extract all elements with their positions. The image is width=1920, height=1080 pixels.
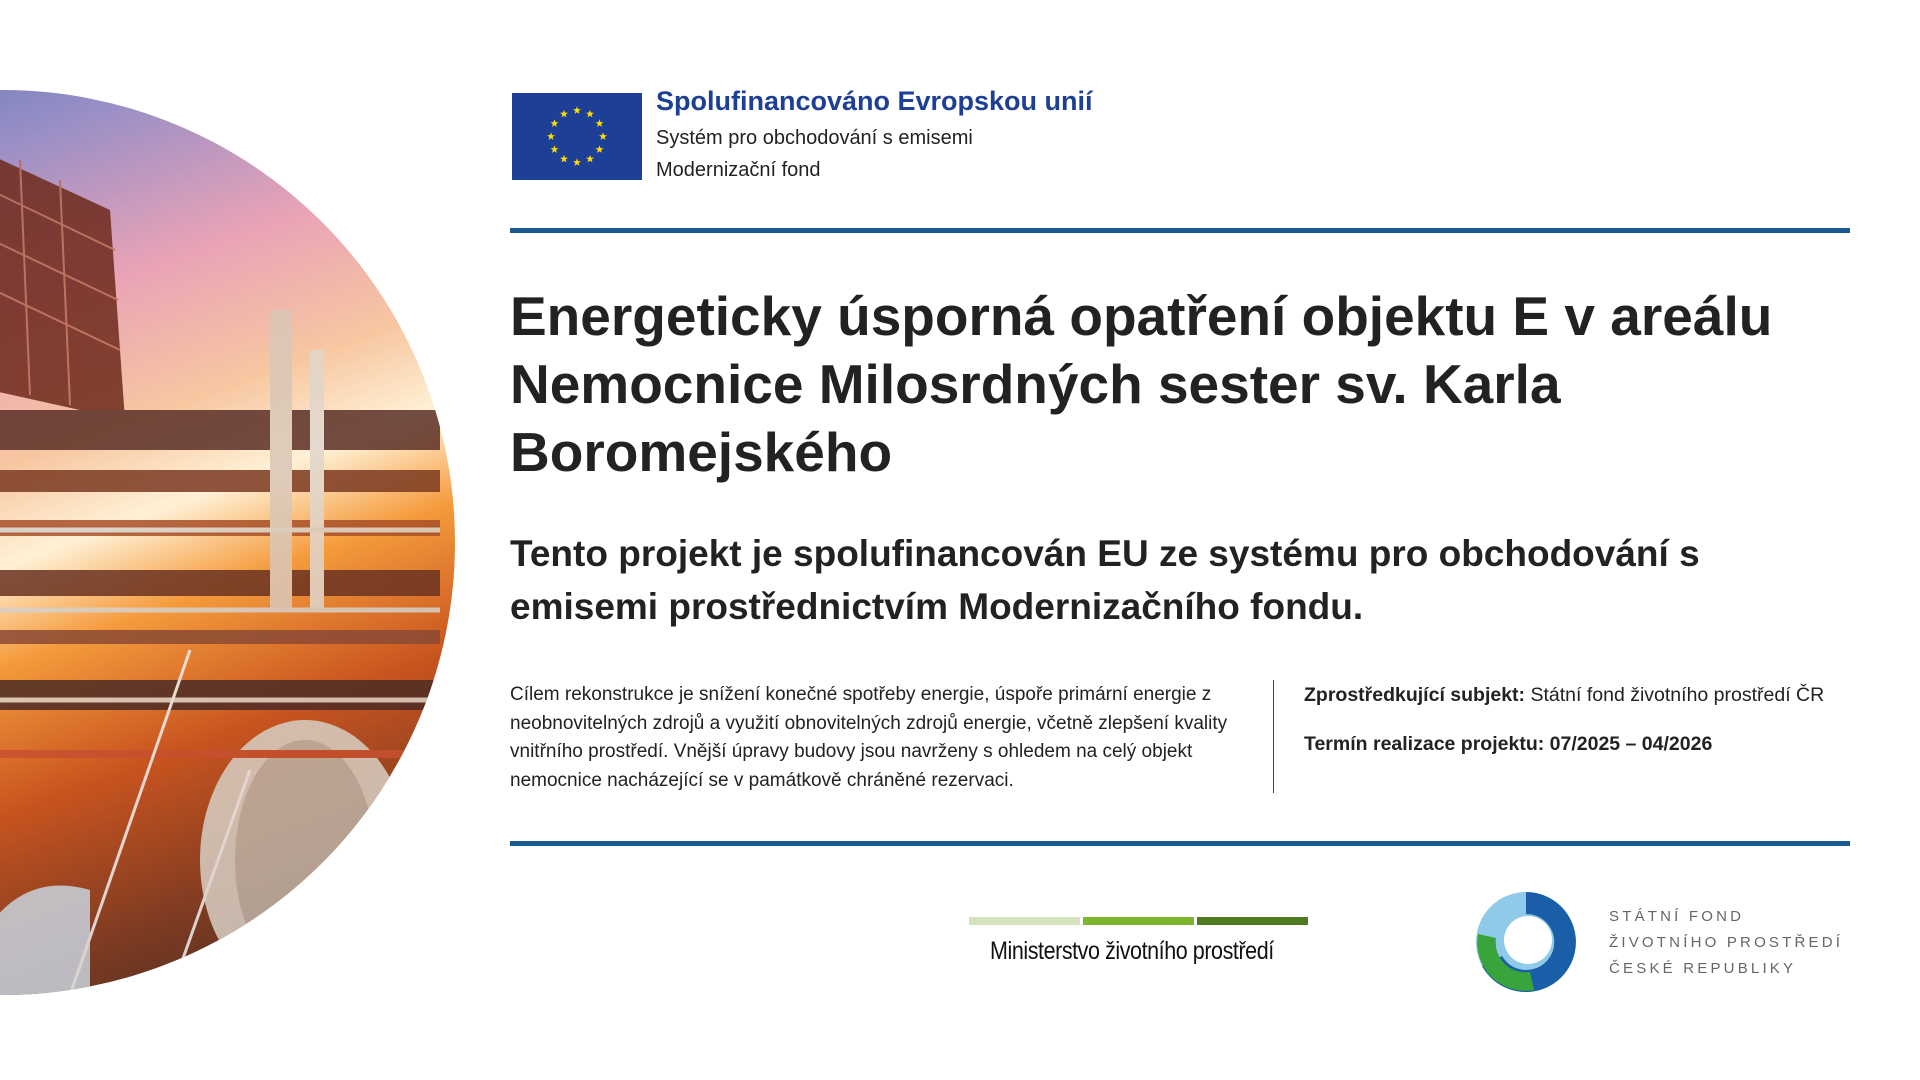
- eu-program-line: Systém pro obchodování s emisemi: [656, 127, 973, 149]
- eu-star-icon: [586, 110, 594, 118]
- term-value: 07/2025 – 04/2026: [1549, 733, 1713, 755]
- eu-star-icon: [550, 145, 558, 153]
- intermediary-info: [1304, 684, 1824, 707]
- bottom-divider: [510, 841, 1850, 846]
- term-info: [1304, 733, 1712, 756]
- eu-star-icon: [560, 155, 568, 163]
- project-description: Cílem rekonstrukce je snížení konečné spotřeby energie, úspoře primární energie z neobnovitelných zdrojů a využití obnovitelných zdrojů energie, včetně zlepšení kvality vnitřního prostředí. Vnější úpravy budovy jsou navrženy s ohledem na celý objekt nemocnice nacházející se v památkově chráněné rezervaci.: [510, 684, 1228, 791]
- ministry-logo-name: Ministerstvo životního prostředí: [990, 937, 1274, 965]
- eu-star-icon: [596, 119, 604, 127]
- eu-star-icon: [599, 132, 607, 140]
- eu-cofinance-title: Spolufinancováno Evropskou unií: [656, 86, 1093, 116]
- eu-fund-line: Modernizační fond: [656, 159, 821, 181]
- eu-star-icon: [596, 145, 604, 153]
- eu-star-icon: [573, 106, 581, 114]
- sfzp-line2: ŽIVOTNÍHO PROSTŘEDÍ: [1609, 934, 1844, 951]
- term-label: Termín realizace projektu:: [1304, 733, 1545, 755]
- intermediary-label: Zprostředkující subjekt:: [1304, 684, 1526, 706]
- ministry-logo-bar-dark: [1197, 917, 1308, 925]
- ministry-logo-bar-light: [969, 917, 1080, 925]
- project-subtitle: Tento projekt je spolufinancován EU ze systému pro obchodování s emisemi prostřednictvím Modernizačního fondu.: [510, 533, 1700, 627]
- project-title: Energeticky úsporná opatření objektu E v areálu Nemocnice Milosrdných sester sv. Karla Boromejského: [510, 285, 1773, 483]
- sfzp-line1: STÁTNÍ FOND: [1609, 908, 1745, 925]
- eu-star-icon: [586, 155, 594, 163]
- vertical-divider: [1273, 680, 1274, 793]
- eu-star-icon: [573, 158, 581, 166]
- eu-star-icon: [550, 119, 558, 127]
- eu-star-icon: [547, 132, 555, 140]
- eu-star-icon: [560, 110, 568, 118]
- top-divider: [510, 228, 1850, 233]
- intermediary-value: Státní fond životního prostředí ČR: [1530, 684, 1825, 706]
- industrial-plant-photo: [0, 90, 455, 995]
- ministry-logo-bar-mid: [1083, 917, 1194, 925]
- sfzp-line3: ČESKÉ REPUBLIKY: [1609, 960, 1797, 977]
- sfzp-swirl-icon: [1474, 890, 1578, 994]
- eu-flag-logo: [512, 93, 642, 180]
